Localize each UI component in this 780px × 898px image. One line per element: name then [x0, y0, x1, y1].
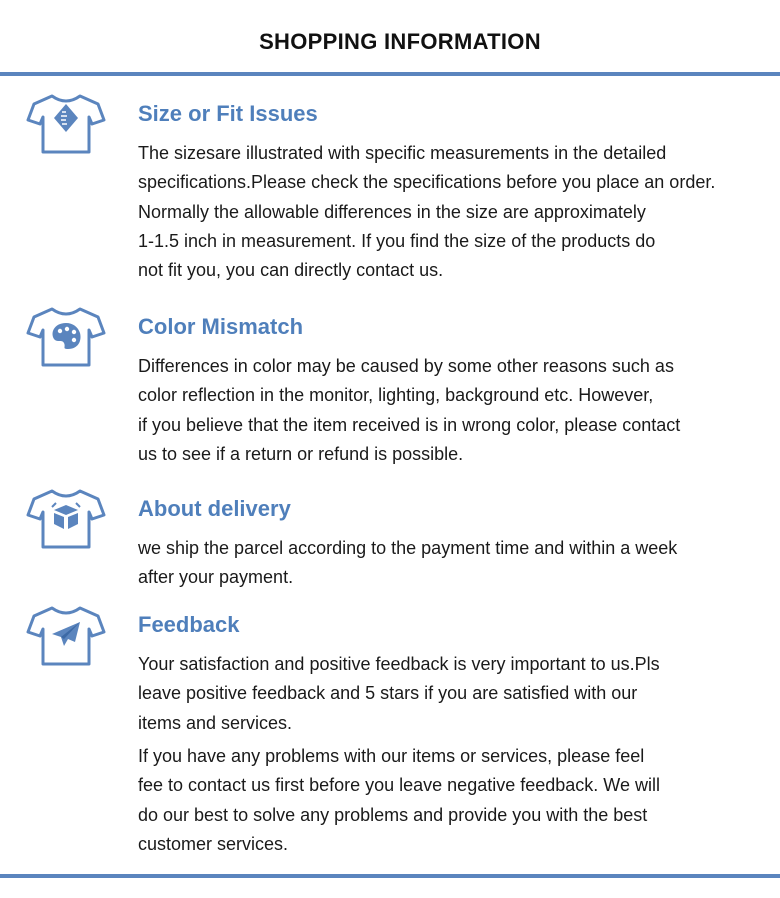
- page-title: SHOPPING INFORMATION: [259, 29, 541, 54]
- text-line: specifications.Please check the specifications before you place an order.: [138, 172, 716, 193]
- text-line: leave positive feedback and 5 stars if you are satisfied with our: [138, 683, 638, 704]
- section-paragraph: [138, 650, 660, 738]
- section-paragraph: [138, 139, 715, 285]
- text-line: Normally the allowable differences in the size are approximately: [138, 201, 646, 222]
- text-line: items and services.: [138, 712, 293, 733]
- section-paragraph: [138, 534, 677, 593]
- text-line: 1-1.5 inch in measurement. If you find the size of the products do: [138, 230, 656, 251]
- section-heading: Color Mismatch: [138, 314, 304, 339]
- section-heading: Feedback: [138, 612, 240, 637]
- text-line: fee to contact us first before you leave negative feedback. We will: [138, 775, 660, 796]
- text-line: Differences in color may be caused by some other reasons such as: [138, 356, 674, 376]
- tshirt-palette-icon: [26, 303, 106, 367]
- section-heading: About delivery: [138, 496, 291, 521]
- text-line: us to see if a return or refund is possible.: [138, 443, 464, 464]
- text-line: after your payment.: [138, 567, 294, 588]
- section-heading: Size or Fit Issues: [138, 101, 318, 126]
- bottom-divider: [0, 874, 780, 878]
- text-line: color reflection in the monitor, lighting, background etc. However,: [138, 385, 654, 406]
- text-line: If you have any problems with our items or services, please feel: [138, 746, 645, 766]
- text-line: customer services.: [138, 833, 289, 854]
- tshirt-ruler-icon: [26, 90, 106, 154]
- text-line: The sizesare illustrated with specific measurements in the detailed: [138, 143, 667, 163]
- text-line: we ship the parcel according to the payment time and within a week: [138, 538, 678, 558]
- text-line: Your satisfaction and positive feedback is very important to us.Pls: [138, 654, 660, 674]
- text-line: do our best to solve any problems and provide you with the best: [138, 804, 648, 825]
- section-paragraph: [138, 352, 680, 469]
- tshirt-paper-plane-icon: [26, 602, 106, 666]
- top-divider: [0, 72, 780, 76]
- section-paragraph: [138, 742, 660, 859]
- tshirt-box-icon: [26, 485, 106, 549]
- text-line: if you believe that the item received is in wrong color, please contact: [138, 414, 681, 435]
- text-line: not fit you, you can directly contact us.: [138, 260, 444, 281]
